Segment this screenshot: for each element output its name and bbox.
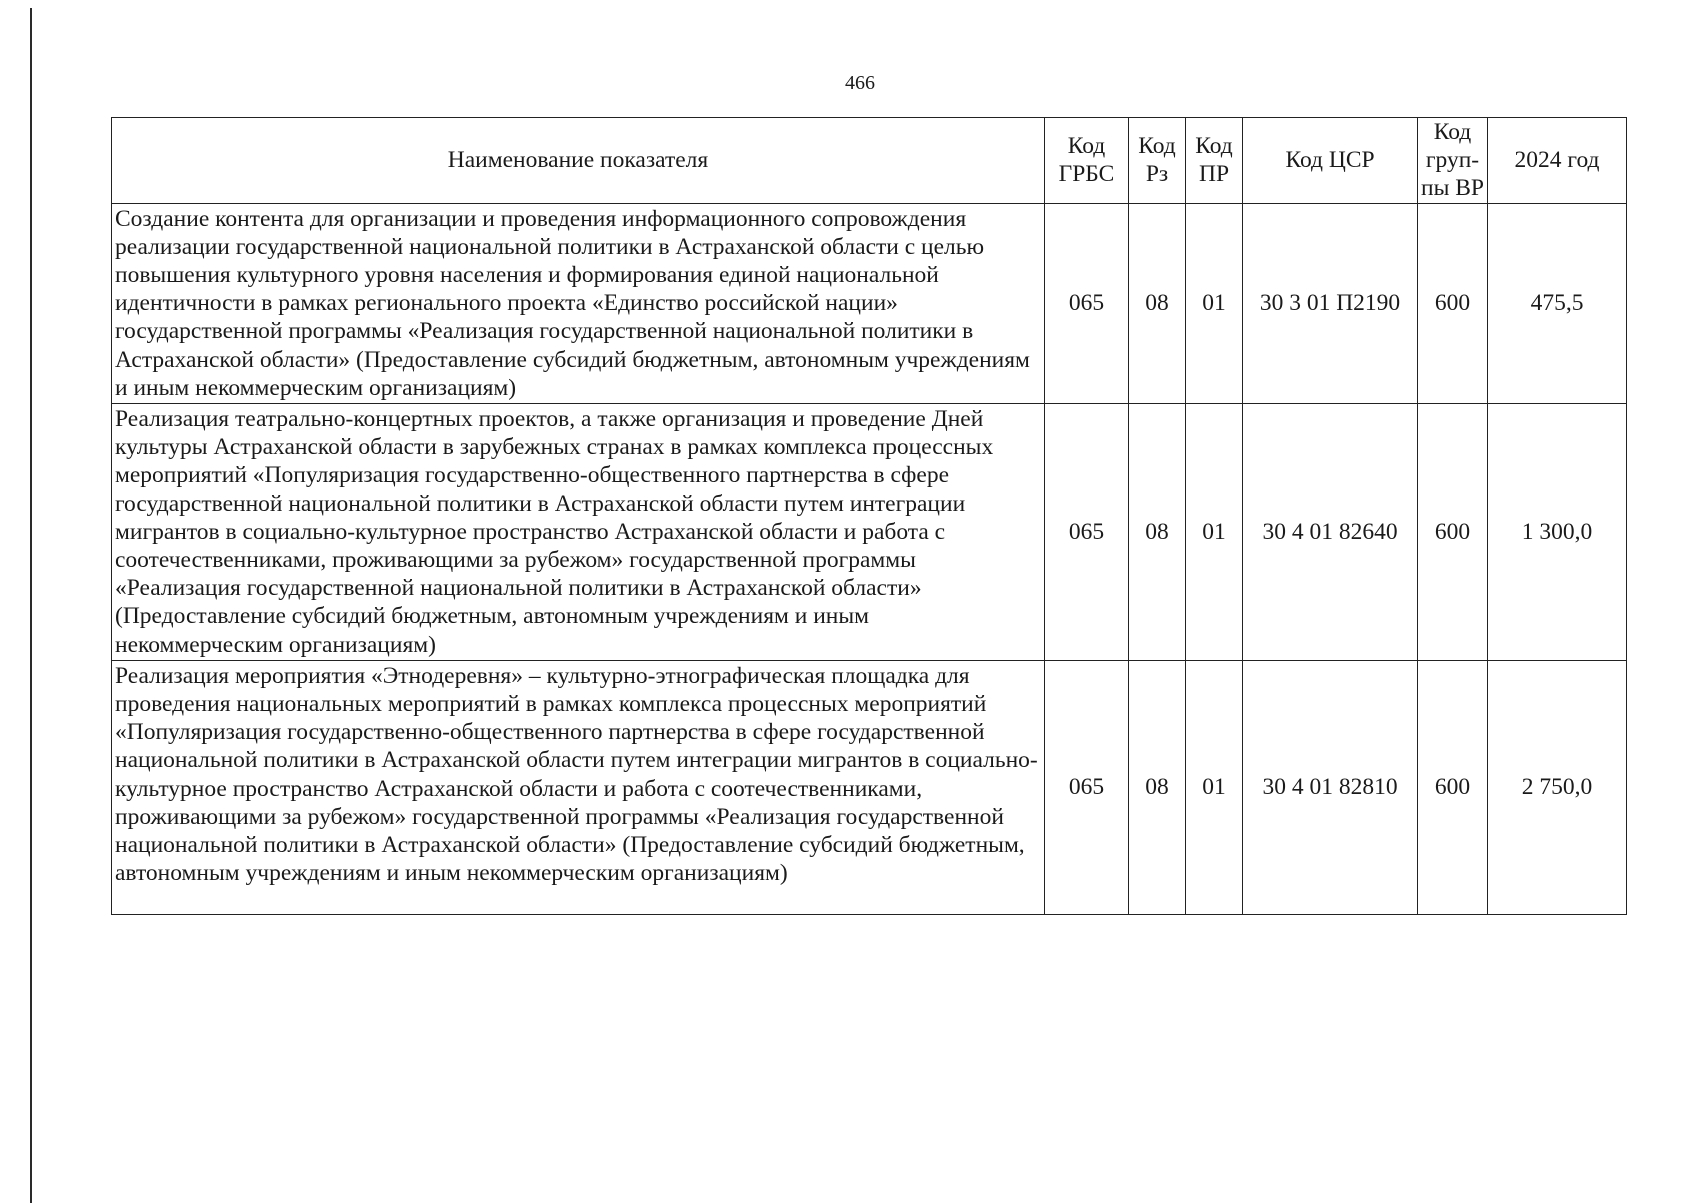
- budget-table: [111, 117, 1627, 915]
- row-csr: 30 4 01 82810: [1243, 660, 1418, 914]
- header-pr-code: Код ПР: [1186, 118, 1243, 204]
- header-year-2024: 2024 год: [1488, 118, 1627, 204]
- row-pr: 01: [1186, 203, 1243, 403]
- row-vr: 600: [1418, 404, 1488, 661]
- row-description: Реализация театрально-концертных проектов, а также организация и проведение Дней культуры Астраханской области в зарубежных странах в рамках комплекса процессных мероприятий «Популяризация государственно-общественного партнерства в сфере государственной национальной политики в Астраханской области путем интеграции мигрантов в социально-культурное пространство Астраханской области и работа с соотечественниками, проживающими за рубежом» государственной программы «Реализация государственной национальной политики в Астраханской области» (Предоставление субсидий бюджетным, автономным учреждениям и иным некоммерческим организациям): [112, 404, 1045, 661]
- row-pr: 01: [1186, 660, 1243, 914]
- row-rz: 08: [1129, 404, 1186, 661]
- row-vr: 600: [1418, 203, 1488, 403]
- row-description: Создание контента для организации и проведения информационного сопровождения реализации государственной национальной политики в Астраханской области с целью повышения культурного уровня населения и формирования единой национальной идентичности в рамках регионального проекта «Единство российской нации» государственной программы «Реализация государственной национальной политики в Астраханской области» (Предоставление субсидий бюджетным, автономным учреждениям и иным некоммерческим организациям): [112, 203, 1045, 403]
- row-grbs: 065: [1045, 203, 1129, 403]
- header-grbs-code: Код ГРБС: [1045, 118, 1129, 204]
- table-row: [112, 660, 1627, 914]
- row-rz: 08: [1129, 203, 1186, 403]
- row-amount: 475,5: [1488, 203, 1627, 403]
- row-rz: 08: [1129, 660, 1186, 914]
- row-csr: 30 4 01 82640: [1243, 404, 1418, 661]
- row-vr: 600: [1418, 660, 1488, 914]
- table-row: [112, 203, 1627, 403]
- header-indicator-name: Наименование показателя: [112, 118, 1045, 204]
- left-margin-line: [30, 8, 32, 1203]
- header-csr-code: Код ЦСР: [1243, 118, 1418, 204]
- row-amount: 2 750,0: [1488, 660, 1627, 914]
- row-pr: 01: [1186, 404, 1243, 661]
- header-rz-code: Код Рз: [1129, 118, 1186, 204]
- row-amount: 1 300,0: [1488, 404, 1627, 661]
- table-header-row: [112, 118, 1627, 204]
- row-csr: 30 3 01 П2190: [1243, 203, 1418, 403]
- header-vr-group-code: Код груп- пы ВР: [1418, 118, 1488, 204]
- table-row: [112, 404, 1627, 661]
- row-description: Реализация мероприятия «Этнодеревня» – культурно-этнографическая площадка для проведения национальных мероприятий в рамках комплекса процессных мероприятий «Популяризация государственно-общественного партнерства в сфере государственной национальной политики в Астраханской области путем интеграции мигрантов в социально-культурное пространство Астраханской области и работа с соотечественниками, проживающими за рубежом» государственной программы «Реализация государственной национальной политики в Астраханской области» (Предоставление субсидий бюджетным, автономным учреждениям и иным некоммерческим организациям): [112, 660, 1045, 914]
- row-grbs: 065: [1045, 660, 1129, 914]
- row-grbs: 065: [1045, 404, 1129, 661]
- page-number: 466: [845, 72, 875, 94]
